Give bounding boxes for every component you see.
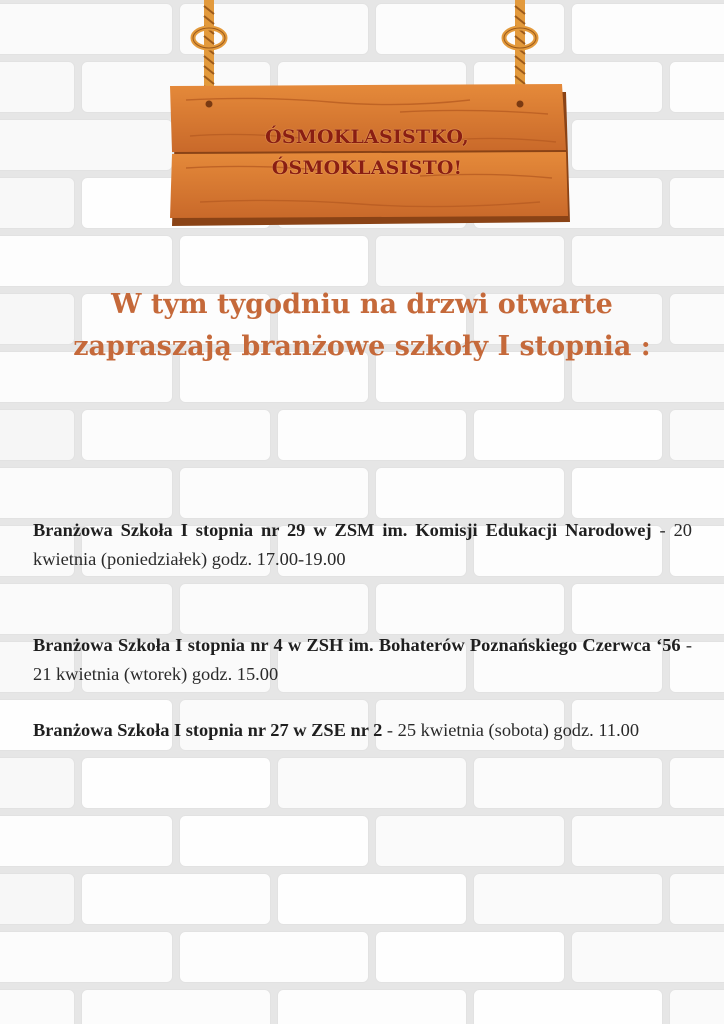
sign-title xyxy=(172,122,562,184)
main-heading-line2: zapraszają branżowe szkoły I stopnia : xyxy=(73,331,651,362)
main-heading-line1: W tym tygodniu na drzwi otwarte xyxy=(111,289,613,320)
sign-title-line1: ÓSMOKLASISTKO, xyxy=(265,126,469,148)
school-details: - 25 kwietnia (sobota) godz. 11.00 xyxy=(382,720,640,740)
sign-title-line2: ÓSMOKLASISTO! xyxy=(271,157,463,179)
school-entry xyxy=(33,716,692,745)
school-entry xyxy=(33,631,692,689)
school-details: - 21 kwietnia (wtorek) godz. 15.00 xyxy=(33,635,692,684)
school-details: - 20 kwietnia (poniedziałek) godz. 17.00-19.00 xyxy=(33,520,692,569)
school-name: Branżowa Szkoła I stopnia nr 29 w ZSM im. Komisji Edukacji Narodowej xyxy=(33,520,652,540)
school-name: Branżowa Szkoła I stopnia nr 27 w ZSE nr 2 xyxy=(33,720,383,740)
main-heading xyxy=(0,284,724,368)
school-entry xyxy=(33,516,692,574)
wooden-sign xyxy=(0,0,724,240)
school-name: Branżowa Szkoła I stopnia nr 4 w ZSH im. Bohaterów Poznańskiego Czerwca ‘56 xyxy=(33,635,681,655)
